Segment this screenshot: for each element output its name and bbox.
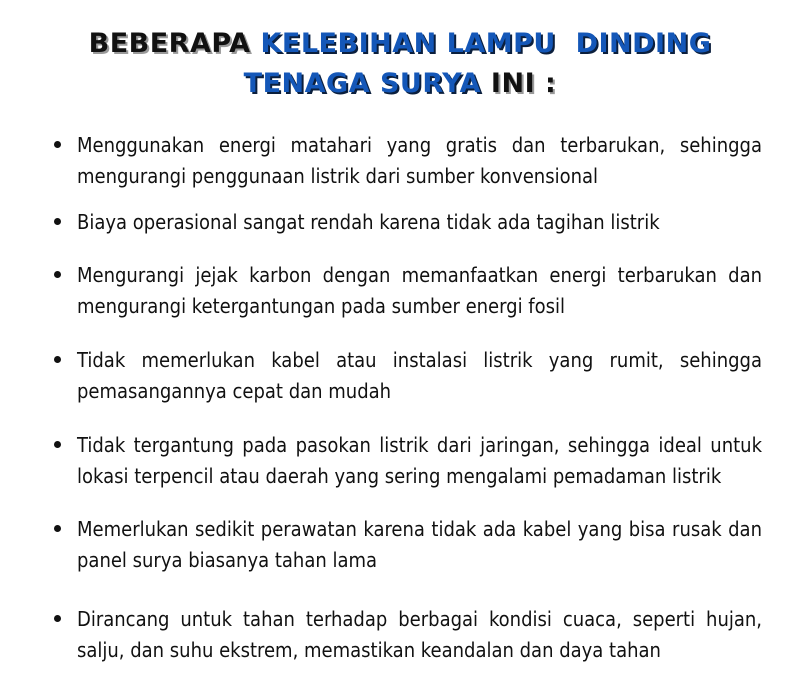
title-line-2 <box>0 64 800 104</box>
title-black-part-1: BEBERAPA <box>88 28 261 59</box>
list-item-text: Mengurangi jejak karbon dengan memanfaatkan energi terbarukan dan mengurangi ketergantungan pada sumber energi fosil <box>77 263 762 318</box>
title-black-part-2: INI : <box>481 68 557 99</box>
list-item-text: Memerlukan sedikit perawatan karena tidak ada kabel yang bisa rusak dan panel surya biasanya tahan lama <box>77 517 762 572</box>
list-item-text: Menggunakan energi matahari yang gratis dan terbarukan, sehingga mengurangi penggunaan listrik dari sumber konvensional <box>77 133 762 188</box>
title-blue-part-2: TENAGA SURYA <box>243 68 482 99</box>
list-item-text: Tidak tergantung pada pasokan listrik dari jaringan, sehingga ideal untuk lokasi terpencil atau daerah yang sering mengalami pemadaman listrik <box>77 433 762 488</box>
page-title <box>0 24 800 104</box>
bullet-icon <box>54 271 61 278</box>
title-line-1 <box>0 24 800 64</box>
bullet-icon <box>54 218 61 225</box>
list-item-text: Tidak memerlukan kabel atau instalasi listrik yang rumit, sehingga pemasangannya cepat dan mudah <box>77 348 762 403</box>
bullet-icon <box>54 141 61 148</box>
title-blue-part-1: KELEBIHAN LAMPU DINDING <box>260 28 712 59</box>
bullet-icon <box>54 615 61 622</box>
list-item-text: Biaya operasional sangat rendah karena tidak ada tagihan listrik <box>77 210 660 234</box>
list-item-text: Dirancang untuk tahan terhadap berbagai kondisi cuaca, seperti hujan, salju, dan suhu ekstrem, memastikan keandalan dan daya tahan <box>77 607 762 662</box>
bullet-icon <box>54 356 61 363</box>
bullet-icon <box>54 525 61 532</box>
bullet-icon <box>54 441 61 448</box>
